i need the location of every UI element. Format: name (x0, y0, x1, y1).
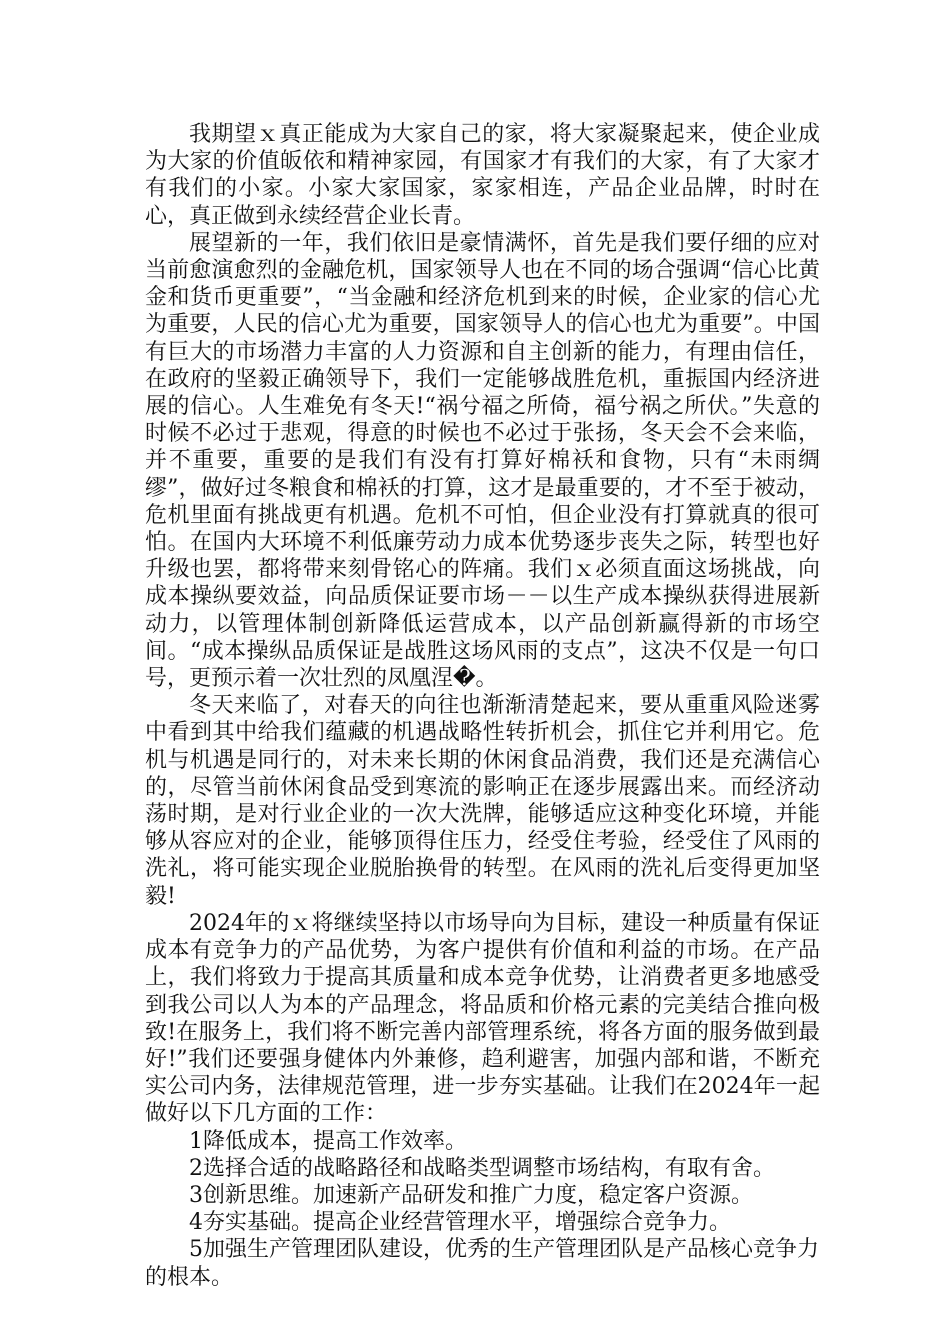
paragraph-4: 2024年的ｘ将继续坚持以市场导向为目标，建设一种质量有保证成本有竞争力的产品优势，为客户提供有价值和利益的市场。在产品上，我们将致力于提高其质量和成本竞争优势，让消费者更多地感受到我公司以人为本的产品理念，将品质和价格元素的完美结合推向极致!在服务上，我们将不断完善内部管理系统，将各方面的服务做到最好!”我们还要强身健体内外兼修，趋利避害，加强内部和谐，不断充实公司内务，法律规范管理，进一步夯实基础。让我们在2024年一起做好以下几方面的工作： (145, 910, 820, 1127)
list-item-3: 3创新思维。加速新产品研发和推广力度，稳定客户资源。 (189, 1182, 753, 1208)
list-item-2: 2选择合适的战略路径和战略类型调整市场结构，有取有舍。 (189, 1155, 775, 1181)
paragraph-2: 展望新的一年，我们依旧是豪情满怀，首先是我们要仔细的应对当前愈演愈烈的金融危机，国家领导人也在不同的场合强调“信心比黄金和货币更重要”，“当金融和经济危机到来的时候，企业家的信心尤为重要，人民的信心尤为重要，国家领导人的信心也尤为重要”。中国有巨大的市场潜力丰富的人力资源和自主创新的能力，有理由信任，在政府的坚毅正确领导下，我们一定能够战胜危机，重振国内经济进展的信心。人生难免有冬天!“祸兮福之所倚，福兮祸之所伏。”失意的时候不必过于悲观，得意的时候也不必过于张扬，冬天会不会来临，并不重要，重要的是我们有没有打算好棉袄和食物，只有“未雨绸缪”，做好过冬粮食和棉袄的打算，这才是最重要的，才不至于被动，危机里面有挑战更有机遇。危机不可怕，但企业没有打算就真的很可怕。在国内大环境不利低廉劳动力成本优势逐步丧失之际，转型也好升级也罢，都将带来刻骨铭心的阵痛。我们ｘ必须直面这场挑战，向成本操纵要效益，向品质保证要市场－－以生产成本操纵获得进展新动力，以管理体制创新降低运营成本，以产品创新赢得新的市场空间。“成本操纵品质保证是战胜这场风雨的支点”，这决不仅是一句口号，更预示着一次壮烈的凤凰涅�。 (145, 230, 820, 692)
document-body (145, 121, 820, 1291)
list-item-4: 4夯实基础。提高企业经营管理水平，增强综合竞争力。 (189, 1210, 731, 1236)
list-item-1: 1降低成本，提高工作效率。 (189, 1128, 467, 1154)
list-item-5: 5加强生产管理团队建设，优秀的生产管理团队是产品核心竞争力的根本。 (145, 1237, 819, 1290)
paragraph-1: 我期望ｘ真正能成为大家自己的家，将大家凝聚起来，使企业成为大家的价值皈依和精神家园，有国家才有我们的大家，有了大家才有我们的小家。小家大家国家，家家相连，产品企业品牌，时时在心，真正做到永续经营企业长青。 (145, 122, 820, 229)
paragraph-3: 冬天来临了，对春天的向往也渐渐清楚起来，要从重重风险迷雾中看到其中给我们蕴藏的机遇战略性转折机会，抓住它并利用它。危机与机遇是同行的，对未来长期的休闲食品消费，我们还是充满信心的，尽管当前休闲食品受到寒流的影响正在逐步展露出来。而经济动荡时期，是对行业企业的一次大洗牌，能够适应这种变化环境，并能够从容应对的企业，能够顶得住压力，经受住考验，经受住了风雨的洗礼，将可能实现企业脱胎换骨的转型。在风雨的洗礼后变得更加坚毅! (145, 693, 820, 909)
